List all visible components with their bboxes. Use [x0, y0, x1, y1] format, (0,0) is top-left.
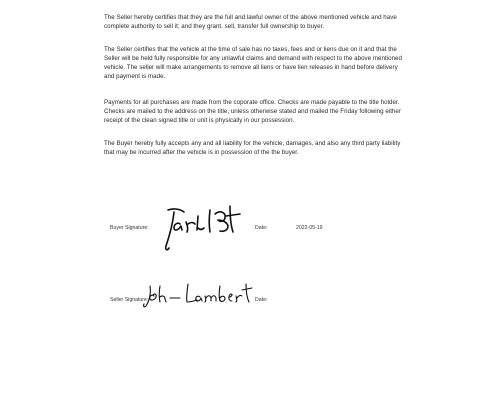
paragraph-seller-liens: The Seller certifies that the vehicle at the time of sale has no taxes, fees and or liens due on it and that the Seller will be held fully responsible for any unlawful claims and demand with respect to the above mentioned vehicle. The seller will make arrangements to remove all liens or have lien releases in hand before delivery and payment is made. [104, 46, 402, 80]
paragraph-payments: Payments for all purchases are made from the coporate office. Checks are made payable to the title holder. Checks are mailed to the address on the title, unless otherwise stated and mailed the Friday following either receipt of the clean signed title or unit is physically in our possession. [104, 99, 401, 124]
buyer-signature-label: Buyer Signature: [110, 225, 149, 231]
seller-date-label: Date: [255, 297, 268, 303]
buyer-date-label: Date: [255, 225, 268, 231]
seller-signature-image [142, 280, 252, 310]
paragraph-seller-ownership: The Seller hereby certifies that they are the full and lawful owner of the above mentioned vehicle and have complete authority to sell it; and they grant, sell, transfer full ownership to buyer. [104, 14, 397, 30]
paragraph-buyer-liability: The Buyer hereby fully accepts any and all liability for the vehicle, damages, and also any third party liability that may be incurred after the vehicle is in possession of the the buyer. [104, 140, 401, 156]
buyer-date-value: 2022-05-19 [296, 225, 323, 231]
buyer-signature-image [160, 200, 250, 255]
seller-signature-label: Seller Signature: [110, 297, 149, 303]
